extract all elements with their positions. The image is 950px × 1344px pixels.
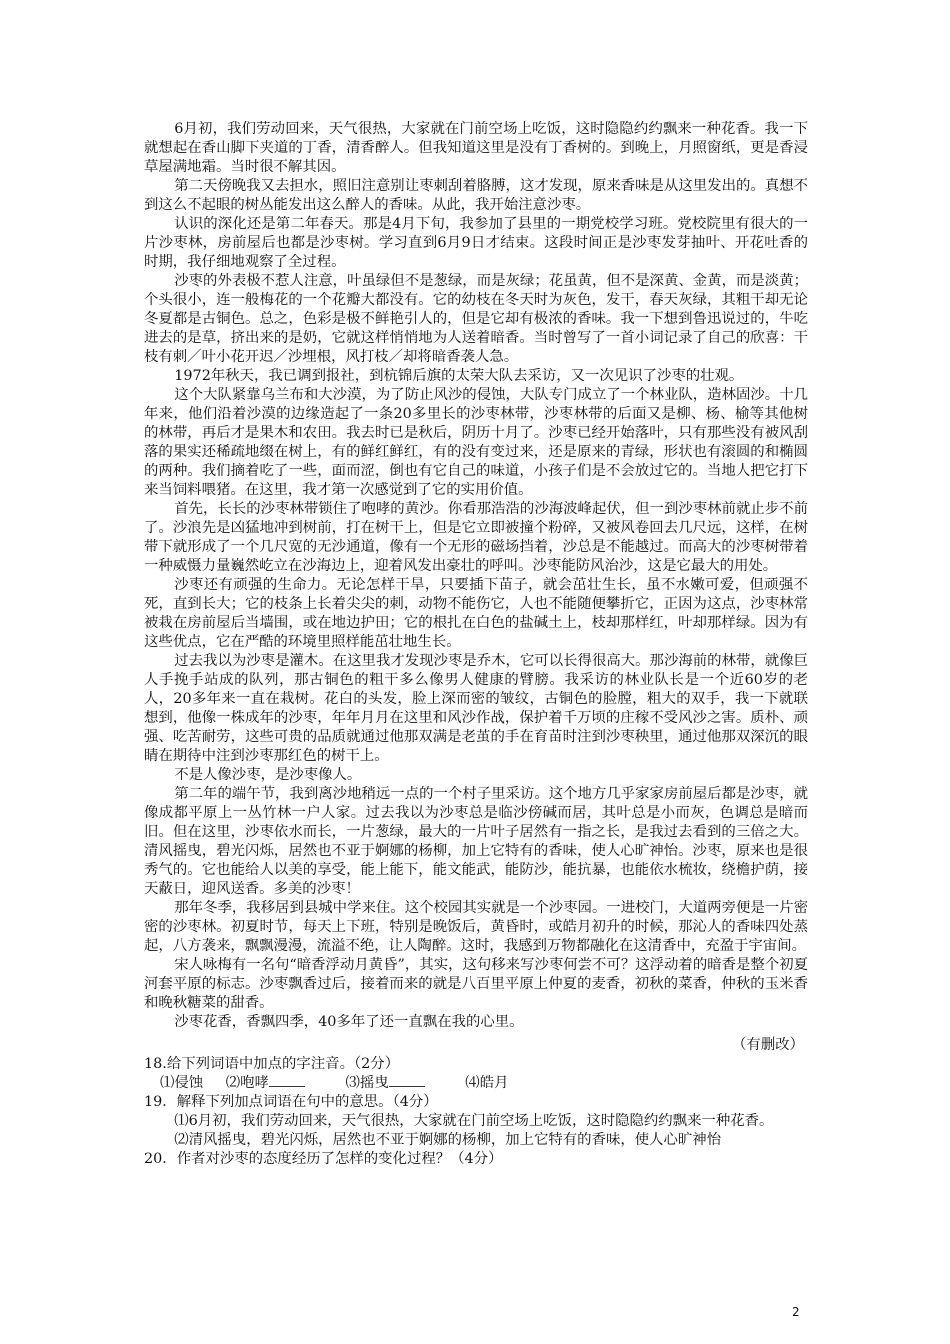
question-19-stem: 19．解释下列加点词语在句中的意思。（4分） <box>144 1094 438 1110</box>
question-18-options <box>160 1074 808 1093</box>
option-1: ⑴侵蚀 <box>160 1075 204 1091</box>
paragraph-10: 不是人像沙枣，是沙枣像人。 <box>174 767 362 783</box>
page-number: 2 <box>792 1305 800 1319</box>
question-20-stem: 20．作者对沙枣的态度经历了怎样的变化过程？（4分） <box>144 1151 503 1167</box>
paragraph-5: 1972年秋天，我已调到报社，到杭锦后旗的太荣大队去采访，又一次见识了沙枣的壮观。 <box>174 368 744 384</box>
source-note: （有删改） <box>732 1037 804 1053</box>
answer-blank[interactable] <box>269 1074 305 1087</box>
paragraph-4: 沙枣的外表极不惹人注意，叶虽绿但不是葱绿，而是灰绿；花虽黄，但不是深黄、金黄，而是淡黄；个头很小，连一般梅花的一个花瓣大都没有。它的幼枝在冬天时为灰色，发干，春天灰绿，其粗干却无论冬夏都是古铜色。总之，色彩是极不鲜艳引人的，但是它却有极浓的香味。我一下想到鲁迅说过的，牛吃进去的是草，挤出来的是奶，它就这样悄悄地为人送着暗香。当时曾写了一首小词记录了自己的欣喜：干枝有刺／叶小花开迟／沙埋根，风打枝／却将暗香袭人急。 <box>144 273 808 365</box>
paragraph-14: 沙枣花香，香飘四季，40多年了还一直飘在我的心里。 <box>174 1014 524 1030</box>
option-4: ⑷皓月 <box>465 1075 509 1091</box>
paragraph-7: 首先，长长的沙枣林带锁住了咆哮的黄沙。你看那浩浩的沙海波峰起伏，但一到沙枣林前就止步不前了。沙浪先是凶猛地冲到树前，打在树干上，但是它立即被撞个粉碎，又被风卷回去几尺远，这样，在树带下就形成了一个几尺宽的无沙通道，像有一个无形的磁场挡着，沙总是不能越过。而高大的沙枣树带着一种威慑力量巍然屹立在沙海边上，迎着风发出豪壮的呼叫。沙枣能防风治沙，这是它最大的用处。 <box>144 501 808 574</box>
question-18-stem: 18.给下列词语中加点的字注音。（2分） <box>144 1056 400 1072</box>
paragraph-3: 认识的深化还是第二年春天。那是4月下旬，我参加了县里的一期党校学习班。党校院里有很大的一片沙枣林，房前屋后也都是沙枣树。学习直到6月9日才结束。这段时间正是沙枣发芽抽叶、开花吐香的时期，我仔细地观察了全过程。 <box>144 216 808 270</box>
paragraph-11: 第二年的端午节，我到离沙地稍远一点的一个村子里采访。这个地方几乎家家房前屋后都是沙枣，就像成都平原上一丛竹林一户人家。过去我以为沙枣总是临沙傍碱而居，其叶总是小而灰，色调总是暗而旧。但在这里，沙枣依水而长，一片葱绿，最大的一片叶子居然有一指之长，是我过去看到的三倍之大。清风摇曳，碧光闪烁，居然也不亚于婀娜的杨柳，加上它特有的香味，使人心旷神怡。沙枣，原来也是很秀气的。它也能给人以美的享受，能上能下，能文能武，能防沙，能抗暴，也能依水梳妆，绕檐护荫，接天蔽日，迎风送香。多美的沙枣！ <box>144 786 808 897</box>
paragraph-13: 宋人咏梅有一名句“暗香浮动月黄昏”，其实，这句移来写沙枣何尝不可？这浮动着的暗香是整个初夏河套平原的标志。沙枣飘香过后，接着而来的就是八百里平原上仲夏的麦香，初秋的菜香，仲秋的玉米香和晚秋糖菜的甜香。 <box>144 957 808 1011</box>
paragraph-12: 那年冬季，我移居到县城中学来住。这个校园其实就是一个沙枣园。一进校门，大道两旁便是一片密密的沙枣林。初夏时节，每天上下班，特别是晚饭后，黄昏时，或皓月初升的时候，那沁人的香味四处蒸起，八方袭来，飘飘漫漫，流溢不绝，让人陶醉。这时，我感到万物都融化在这清香中，充盈于宇宙间。 <box>144 900 808 954</box>
page-body <box>144 120 808 1169</box>
option-3: ⑶摇曳 <box>346 1074 443 1093</box>
question-19-item-2: ⑵清风摇曳，碧光闪烁，居然也不亚于婀娜的杨柳，加上它特有的香味，使人心旷神怡 <box>174 1132 722 1148</box>
option-2: ⑵咆哮 <box>226 1074 323 1093</box>
paragraph-6: 这个大队紧靠乌兰布和大沙漠，为了防止风沙的侵蚀，大队专门成立了一个林业队，造林固沙。十几年来，他们沿着沙漠的边缘造起了一条20多里长的沙枣林带，沙枣林带的后面又是柳、杨、榆等其他树的林带，再后才是果木和农田。我去时已是秋后，阴历十月了。沙枣已经开始落叶，只有那些没有被风刮落的果实还稀疏地缀在树上，有的鲜红鲜红，有的没有变过来，还是原来的青绿，形状也有滚圆的和椭圆的两种。我们摘着吃了一些，面而涩，倒也有它自己的味道，小孩子们是不会放过它的。当地人把它打下来当饲料喂猪。在这里，我才第一次感觉到了它的实用价值。 <box>144 387 808 498</box>
paragraph-1: 6月初，我们劳动回来，天气很热，大家就在门前空场上吃饭，这时隐隐约约飘来一种花香。我一下就想起在香山脚下夹道的丁香，清香醉人。但我知道这里是没有丁香树的。到晚上，月照窗纸，更是香浸草屋满地霜。当时很不解其因。 <box>144 121 808 175</box>
question-19-item-1: ⑴6月初，我们劳动回来，天气很热，大家就在门前空场上吃饭，这时隐隐约约飘来一种花香。 <box>174 1113 774 1129</box>
paragraph-8: 沙枣还有顽强的生命力。无论怎样干旱，只要插下苗子，就会茁壮生长，虽不水嫩可爱，但顽强不死，直到长大；它的枝条上长着尖尖的刺，动物不能伤它，人也不能随便攀折它，正因为这点，沙枣林常被栽在房前屋后当墙围，或在地边护田；它的根扎在白色的盐碱土上，枝却那样红，叶却那样绿。因为有这些优点，它在严酷的环境里照样能茁壮地生长。 <box>144 577 808 650</box>
answer-blank[interactable] <box>389 1074 425 1087</box>
paragraph-2: 第二天傍晚我又去担水，照旧注意别让枣刺刮着胳膊，这才发现，原来香味是从这里发出的。真想不到这么不起眼的树丛能发出这么醉人的香味。从此，我开始注意沙枣。 <box>144 178 808 213</box>
paragraph-9: 过去我以为沙枣是灌木。在这里我才发现沙枣是乔木，它可以长得很高大。那沙海前的林带，就像巨人手挽手站成的队列，那古铜色的粗干多么像男人健康的臂膀。我采访的林业队长是一个近60岁的老人，20多年来一直在栽树。花白的头发，脸上深而密的皱纹，古铜色的脸膛，粗大的双手，我一下就联想到，他像一株成年的沙枣，年年月月在这里和风沙作战，保护着千万顷的庄稼不受风沙之害。质朴、顽强、吃苦耐劳，这些可贵的品质就通过他那双满是老茧的手在育苗时注到沙枣秧里，通过他那双深沉的眼睛在期待中注到沙枣那红色的树干上。 <box>144 653 808 764</box>
